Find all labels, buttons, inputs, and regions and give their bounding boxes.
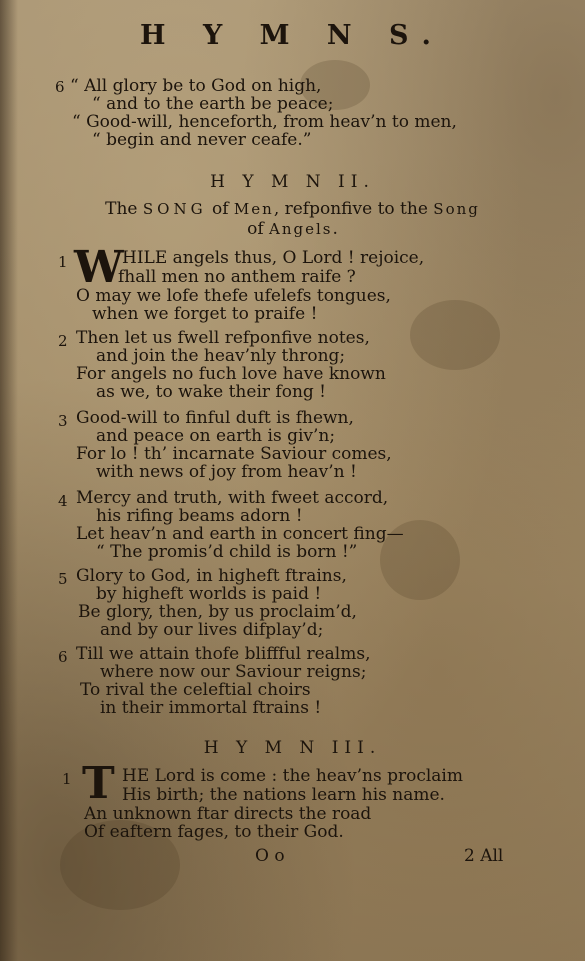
verse-line: and join the heav’nly throng; bbox=[96, 346, 346, 366]
verse-line: Mercy and truth, with fweet accord, bbox=[76, 488, 389, 508]
verse-line: HE Lord is come : the heav’ns proclaim bbox=[122, 766, 463, 786]
running-head: H Y M N S. bbox=[140, 20, 445, 51]
stanza-number: 2 bbox=[58, 332, 68, 350]
hymn-title: H Y M N II. bbox=[210, 172, 375, 192]
verse-line: and peace on earth is giv’n; bbox=[96, 426, 336, 446]
verse-line: For lo ! th’ incarnate Saviour comes, bbox=[76, 444, 392, 464]
stanza-number: 1 bbox=[58, 253, 68, 271]
verse-line: his rifing beams adorn ! bbox=[96, 506, 303, 526]
signature-mark: O o bbox=[255, 846, 285, 866]
verse-line: where now our Saviour reigns; bbox=[100, 662, 367, 682]
verse-line: Let heav’n and earth in concert fing— bbox=[76, 524, 404, 544]
verse-line: HILE angels thus, O Lord ! rejoice, bbox=[122, 248, 425, 268]
verse-line: Of eaftern fages, to their God. bbox=[84, 822, 344, 842]
verse-line: Till we attain thofe bliffful realms, bbox=[76, 644, 371, 664]
drop-cap: W bbox=[74, 242, 124, 293]
drop-cap: T bbox=[82, 758, 115, 809]
verse-line: Good-will to finful duft is fhewn, bbox=[76, 408, 354, 428]
stanza-number: 5 bbox=[58, 570, 68, 588]
verse-line: when we forget to praife ! bbox=[92, 304, 318, 324]
catchword: 2 All bbox=[464, 846, 504, 866]
verse-line: “ All glory be to God on high, bbox=[70, 76, 322, 96]
verse-line: in their immortal ftrains ! bbox=[100, 698, 322, 718]
verse-line: “ begin and never ceafe.” bbox=[92, 130, 312, 150]
verse-line: Be glory, then, by us proclaim’d, bbox=[78, 602, 357, 622]
verse-line: His birth; the nations learn his name. bbox=[122, 785, 445, 805]
stanza-number: 4 bbox=[58, 492, 68, 510]
hymn-subtitle: of Angels. bbox=[247, 219, 338, 239]
hymn-title: H Y M N III. bbox=[203, 738, 382, 758]
verse-line: as we, to wake their fong ! bbox=[96, 382, 327, 402]
verse-line: “ and to the earth be peace; bbox=[92, 94, 334, 114]
stanza-number: 3 bbox=[58, 412, 68, 430]
stanza-number: 1 bbox=[62, 770, 72, 788]
verse-line: O may we lofe thefe ufelefs tongues, bbox=[76, 286, 391, 306]
verse-line: An unknown ftar directs the road bbox=[84, 804, 372, 824]
verse-line: by higheft worlds is paid ! bbox=[96, 584, 322, 604]
page-stain bbox=[410, 300, 500, 370]
verse-line: Glory to God, in higheft ftrains, bbox=[76, 566, 347, 586]
verse-line: with news of joy from heav’n ! bbox=[96, 462, 357, 482]
verse-line: Then let us fwell refponfive notes, bbox=[76, 328, 370, 348]
verse-line: To rival the celeftial choirs bbox=[80, 680, 311, 700]
stanza-number: 6 bbox=[55, 78, 65, 96]
stanza-number: 6 bbox=[58, 648, 68, 666]
verse-line: and by our lives difplay’d; bbox=[100, 620, 324, 640]
verse-line: For angels no fuch love have known bbox=[76, 364, 386, 384]
verse-line: “ The promis’d child is born !” bbox=[96, 542, 358, 562]
hymn-subtitle: The SONG of Men, refponfive to the Song bbox=[105, 199, 480, 219]
verse-line: “ Good-will, henceforth, from heav’n to men, bbox=[72, 112, 457, 132]
verse-line: fhall men no anthem raife ? bbox=[118, 267, 356, 287]
